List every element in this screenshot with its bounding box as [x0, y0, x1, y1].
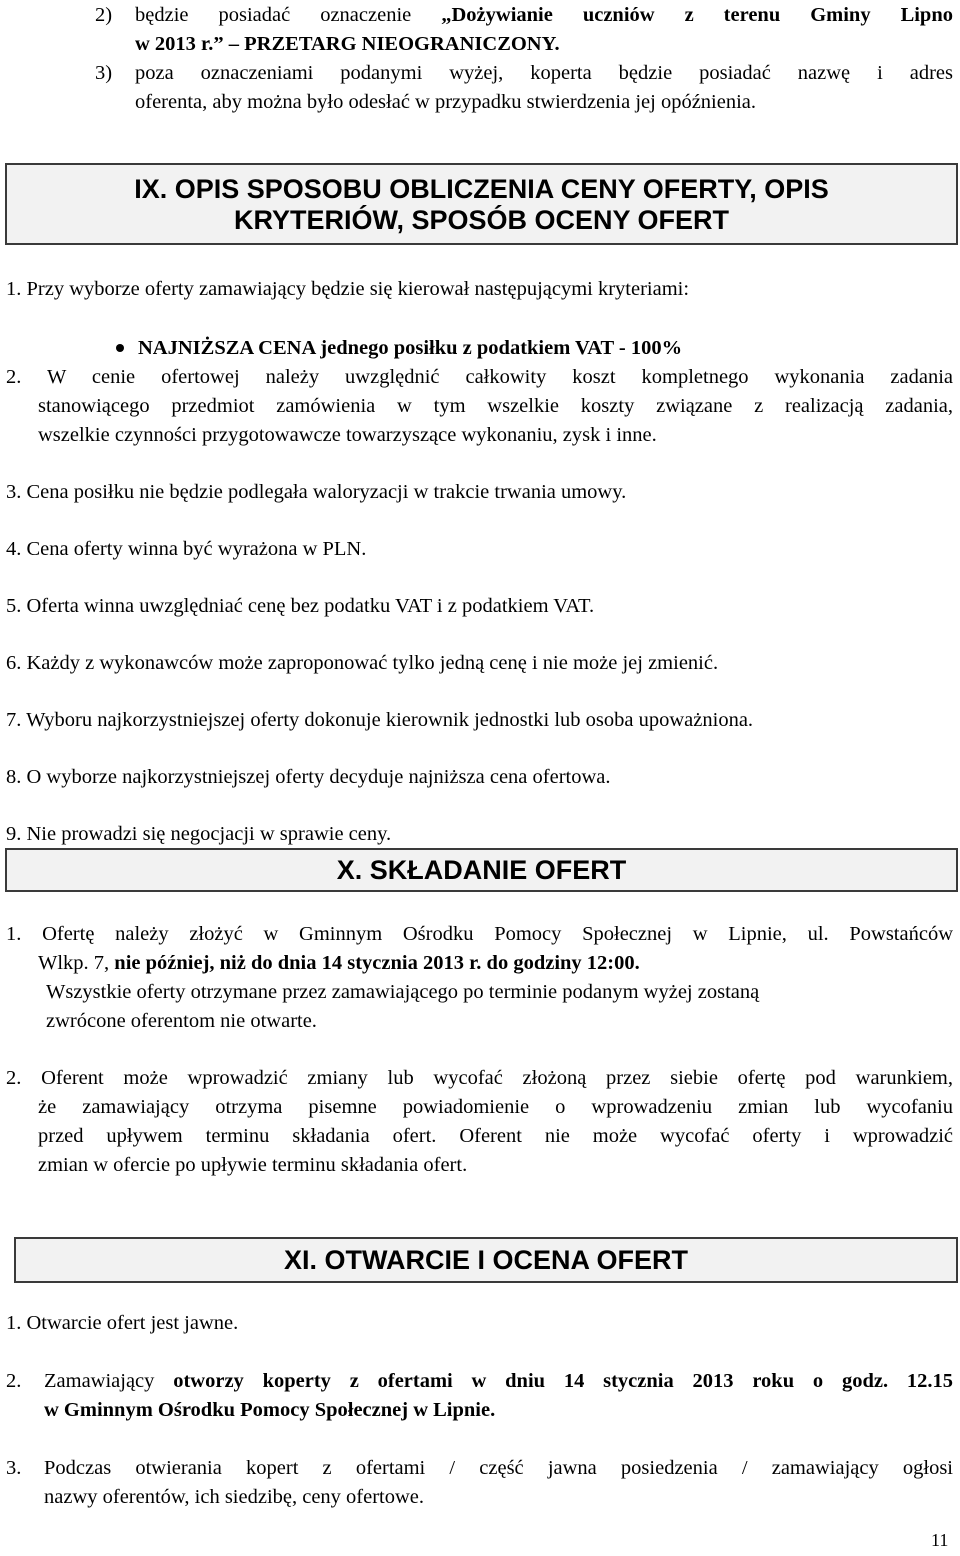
section-xi-heading: [14, 1237, 958, 1283]
paragraph-line: 2. W cenie ofertowej należy uwzględnić całkowity koszt kompletnego wykonania zadania: [6, 366, 953, 388]
paragraph-line: stanowiącego przedmiot zamówienia w tym wszelkie koszty związane z realizacją zadania,: [38, 395, 953, 417]
list-number: 3.: [6, 1457, 22, 1479]
heading-line: KRYTERIÓW, SPOSÓB OCENY OFERT: [233, 205, 730, 235]
paragraph-line: że zamawiający otrzyma pisemne powiadomienie o wprowadzeniu zmian lub wycofaniu: [38, 1096, 953, 1118]
list-item: 3. Cena posiłku nie będzie podlegała waloryzacji w trakcie trwania umowy.: [6, 481, 627, 503]
list-number: 2): [95, 4, 113, 26]
paragraph-line: zwrócone oferentom nie otwarte.: [46, 1010, 317, 1032]
paragraph-line: 1. Ofertę należy złożyć w Gminnym Ośrodku Pomocy Społecznej w Lipnie, ul. Powstańców: [6, 923, 953, 945]
heading-line: X. SKŁADANIE OFERT: [336, 855, 627, 885]
text-span: Wlkp. 7,: [38, 952, 115, 974]
text-span: będzie posiadać oznaczenie: [135, 4, 442, 26]
paragraph-line: w 2013 r.” – PRZETARG NIEOGRANICZONY.: [135, 33, 560, 55]
paragraph-line: Wszystkie oferty otrzymane przez zamawiającego po terminie podanym wyżej zostaną: [46, 981, 760, 1003]
list-item: 4. Cena oferty winna być wyrażona w PLN.: [6, 538, 367, 560]
paragraph-line: w Gminnym Ośrodku Pomocy Społecznej w Lipnie.: [44, 1399, 496, 1421]
paragraph-line: [38, 949, 640, 977]
paragraph-line: poza oznaczeniami podanymi wyżej, koperta będzie posiadać nazwę i adres: [135, 62, 953, 84]
list-number: 2.: [6, 1370, 22, 1392]
list-item: NAJNIŻSZA CENA jednego posiłku z podatkiem VAT - 100%: [138, 337, 683, 359]
list-number: 3): [95, 62, 113, 84]
paragraph-line: [135, 1, 953, 30]
list-item: 7. Wyboru najkorzystniejszej oferty dokonuje kierownik jednostki lub osoba upoważniona.: [6, 709, 754, 731]
list-item: 8. O wyborze najkorzystniejszej oferty decyduje najniższa cena ofertowa.: [6, 766, 611, 788]
paragraph-line: zmian w ofercie po upływie terminu składania ofert.: [38, 1154, 468, 1176]
text-span: Zamawiający: [44, 1370, 174, 1392]
paragraph-line: nazwy oferentów, ich siedzibę, ceny ofertowe.: [44, 1486, 425, 1508]
paragraph-line: oferenta, aby można było odesłać w przypadku stwierdzenia jej opóźnienia.: [135, 91, 757, 113]
section-ix-heading: [5, 163, 958, 245]
section-x-heading: [5, 848, 958, 892]
page-number: 11: [931, 1530, 949, 1550]
list-item: 6. Każdy z wykonawców może zaproponować tylko jedną cenę i nie może jej zmienić.: [6, 652, 719, 674]
list-item: 9. Nie prowadzi się negocjacji w sprawie ceny.: [6, 823, 392, 845]
list-item: 1. Przy wyborze oferty zamawiający będzie się kierował następującymi kryteriami:: [6, 278, 690, 300]
list-item: 1. Otwarcie ofert jest jawne.: [6, 1312, 239, 1334]
bold-text: nie później, niż do dnia 14 stycznia 2013 r. do godziny 12:00: [114, 952, 635, 974]
bullet-icon: [116, 344, 124, 352]
paragraph-line: Podczas otwierania kopert z ofertami / część jawna posiedzenia / zamawiający ogłosi: [44, 1457, 953, 1479]
bold-text: „Dożywianie uczniów z terenu Gminy Lipno: [441, 4, 953, 26]
paragraph-line: [44, 1367, 953, 1396]
paragraph-line: przed upływem terminu składania ofert. Oferent nie może wycofać oferty i wprowadzić: [38, 1125, 953, 1147]
text-span: .: [634, 952, 640, 974]
bold-text: otworzy koperty z ofertami w dniu 14 stycznia 2013 roku o godz. 12.15: [173, 1370, 953, 1392]
list-item: 5. Oferta winna uwzględniać cenę bez podatku VAT i z podatkiem VAT.: [6, 595, 595, 617]
paragraph-line: wszelkie czynności przygotowawcze towarzyszące wykonaniu, zysk i inne.: [38, 424, 657, 446]
heading-line: XI. OTWARCIE I OCENA OFERT: [283, 1245, 688, 1275]
paragraph-line: 2. Oferent może wprowadzić zmiany lub wycofać złożoną przez siebie ofertę pod warunkiem,: [6, 1067, 953, 1089]
heading-line: IX. OPIS SPOSOBU OBLICZENIA CENY OFERTY, OPIS: [134, 174, 829, 204]
